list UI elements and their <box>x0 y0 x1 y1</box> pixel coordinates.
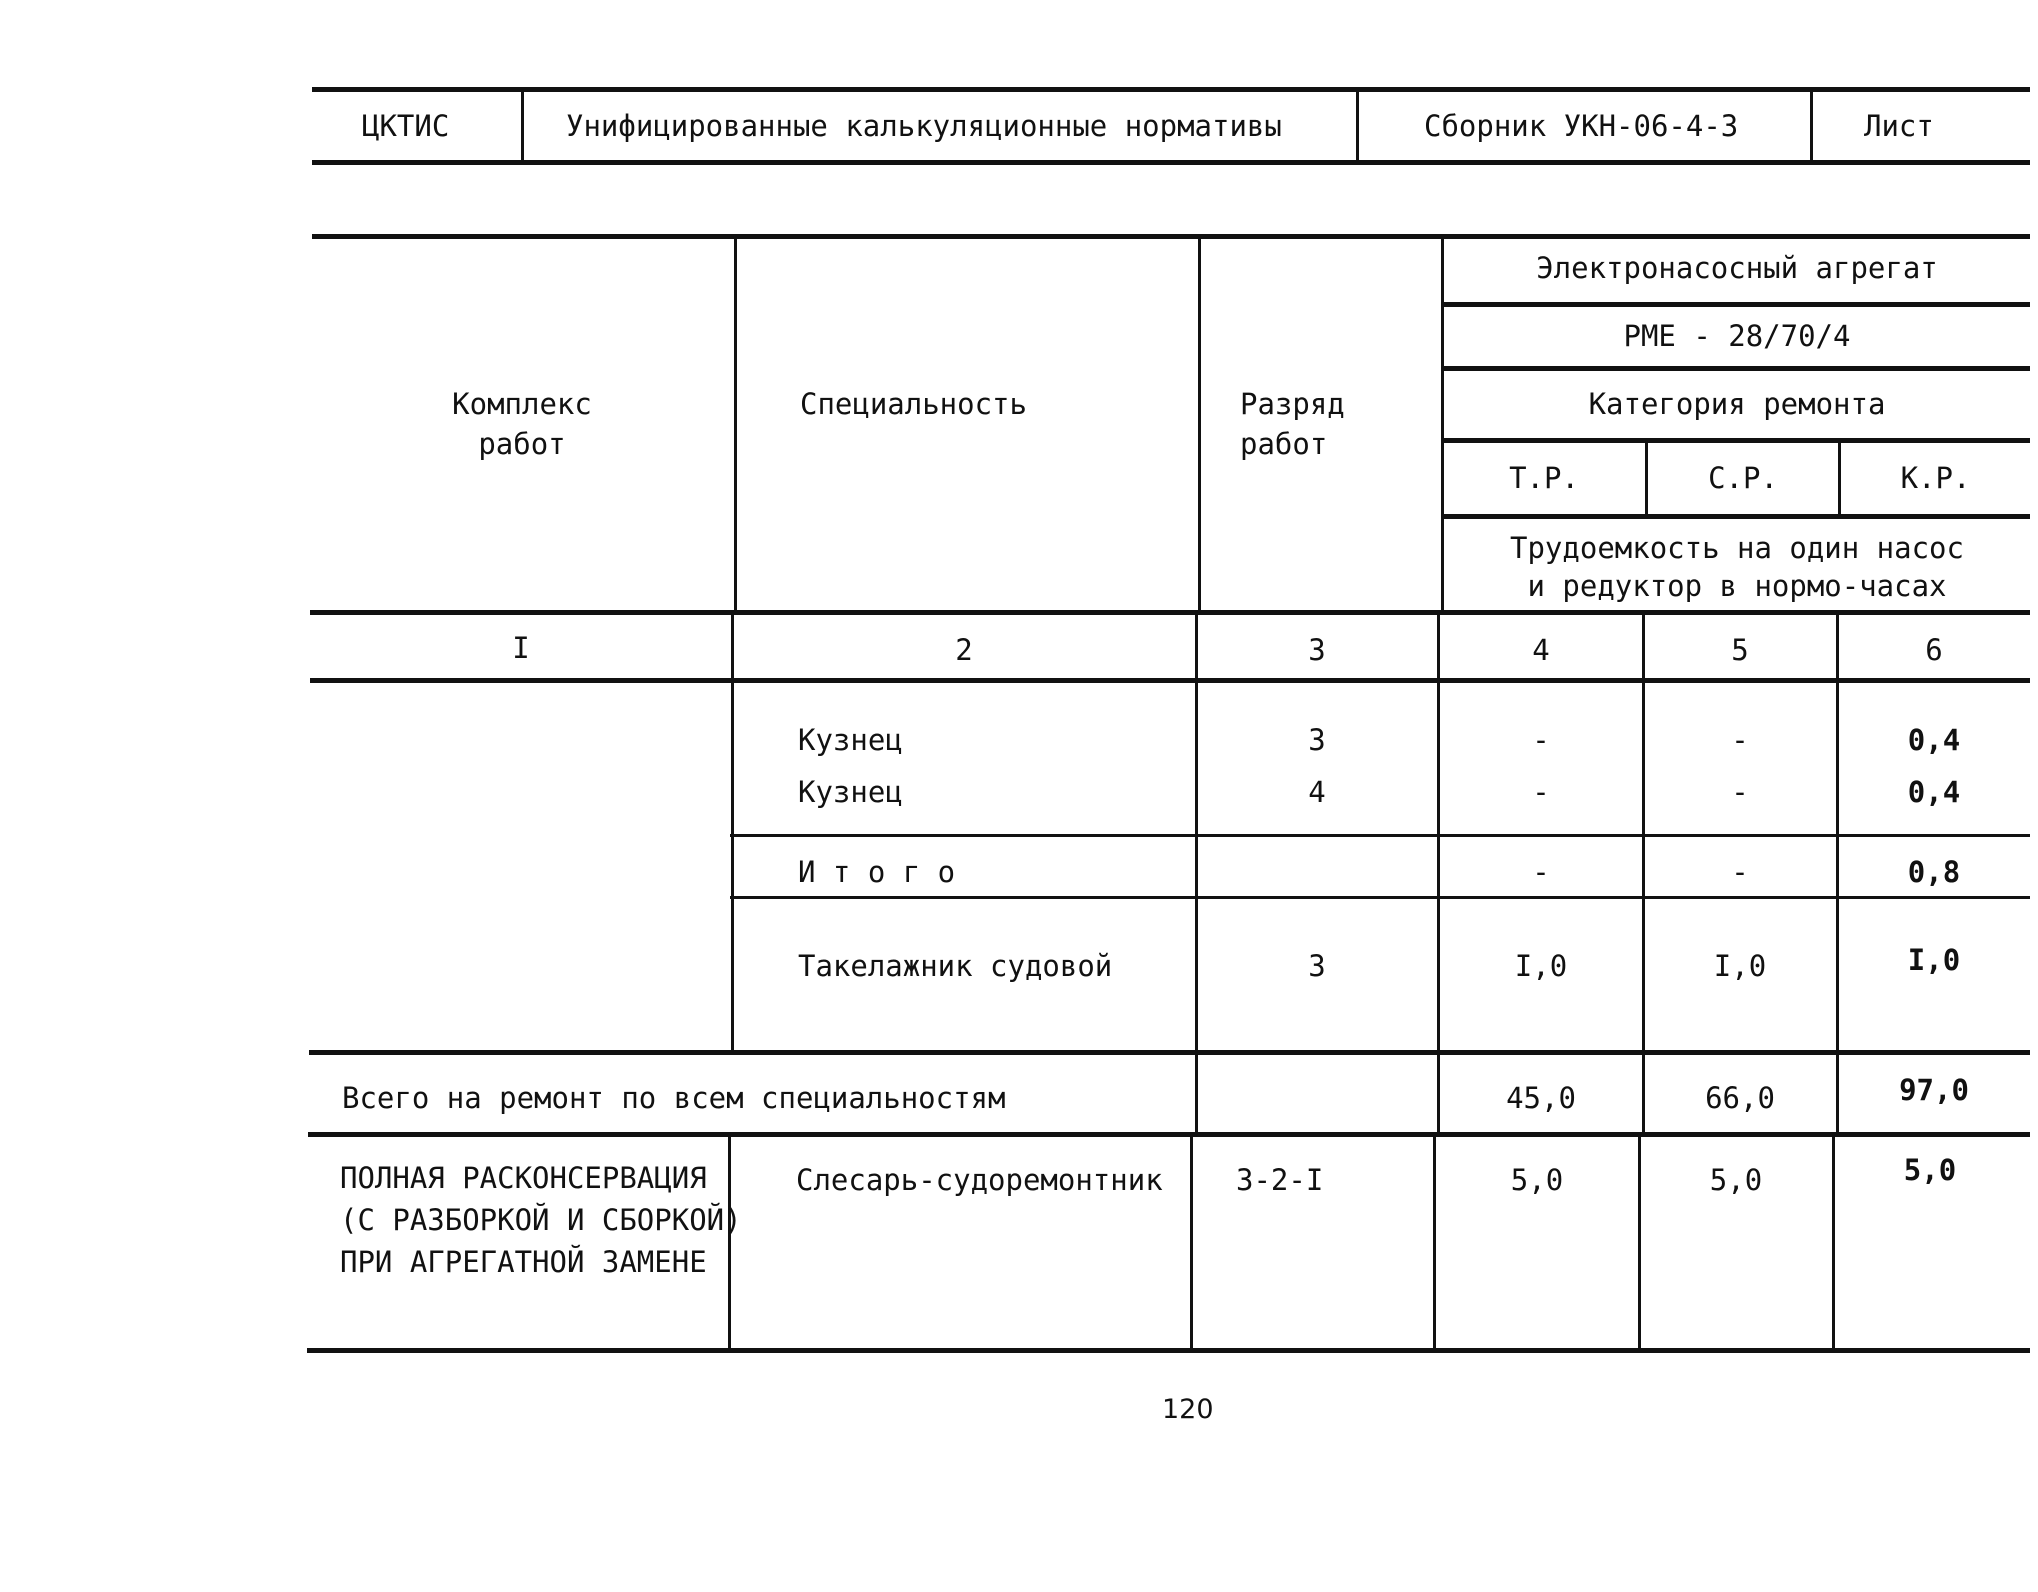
rule <box>1195 612 1198 1052</box>
cell-specialty: Такелажник судовой <box>798 949 1113 983</box>
total-sr: 66,0 <box>1705 1081 1775 1115</box>
col-number: I <box>512 631 530 665</box>
cell-tr: 5,0 <box>1510 1163 1564 1197</box>
repair-category-header: Категория ремонта <box>1588 387 1886 421</box>
page-number: 120 <box>1162 1394 1214 1425</box>
cell-kr: 0,4 <box>1907 723 1961 757</box>
col-header-specialty: Специальность <box>800 387 1027 421</box>
rule <box>308 1132 2030 1137</box>
col-header-grade-line2: работ <box>1240 427 1328 461</box>
col-number: 4 <box>1532 633 1550 667</box>
cell-kr: 5,0 <box>1903 1153 1957 1187</box>
col-number: 5 <box>1731 633 1749 667</box>
rule <box>734 236 737 612</box>
cell-grade: 4 <box>1308 775 1326 809</box>
rule <box>1441 302 2030 307</box>
cell-tr: - <box>1532 855 1550 889</box>
total-kr: 97,0 <box>1899 1073 1969 1107</box>
unit-model: РМЕ - 28/70/4 <box>1623 319 1851 353</box>
col-number: 3 <box>1308 633 1326 667</box>
cell-grade: 3-2-I <box>1236 1163 1324 1197</box>
cell-specialty: Кузнец <box>798 723 903 757</box>
cell-sr: 5,0 <box>1709 1163 1763 1197</box>
cell-kr: 0,8 <box>1907 855 1961 889</box>
labor-note-line1: Трудоемкость на один насос <box>1510 531 1964 565</box>
rule <box>731 612 734 1052</box>
collection-code: Сборник УКН-06-4-3 <box>1424 109 1739 143</box>
rule <box>310 610 2030 615</box>
rule <box>1441 438 2030 443</box>
rule <box>312 234 2030 239</box>
col-number: 6 <box>1925 633 1943 667</box>
col-header-grade-line1: Разряд <box>1240 387 1345 421</box>
cell-sr: - <box>1731 775 1749 809</box>
rule <box>312 87 2030 92</box>
cell-kr: I,0 <box>1907 943 1961 977</box>
document-title: Унифицированные калькуляционные нормативы <box>566 109 1282 143</box>
col-header-complex-line2: работ <box>478 427 566 461</box>
sheet-label: Лист <box>1864 109 1934 143</box>
cell-tr: - <box>1532 775 1550 809</box>
rule <box>1441 514 2030 519</box>
rule <box>1198 236 1201 612</box>
cell-specialty: Слесарь-судоремонтник <box>796 1163 1163 1197</box>
rule <box>1356 89 1359 161</box>
col-number: 2 <box>955 633 973 667</box>
rule <box>1810 89 1813 161</box>
cell-tr: I,0 <box>1514 949 1568 983</box>
unit-name: Электронасосный агрегат <box>1536 251 1938 285</box>
rule <box>1441 366 2030 371</box>
category-sr: С.Р. <box>1708 461 1778 495</box>
rule <box>1190 1134 1193 1350</box>
rule <box>730 834 2030 837</box>
total-tr: 45,0 <box>1506 1081 1576 1115</box>
rule <box>1195 1052 1198 1134</box>
category-tr: Т.Р. <box>1509 461 1579 495</box>
rule <box>310 678 2030 683</box>
rule <box>728 1134 731 1350</box>
cell-grade: 3 <box>1308 949 1326 983</box>
cell-tr: - <box>1532 723 1550 757</box>
col-header-complex-line1: Комплекс <box>452 387 592 421</box>
cell-sr: I,0 <box>1713 949 1767 983</box>
cell-sr: - <box>1731 723 1749 757</box>
rule <box>307 1348 2030 1353</box>
rule <box>1437 612 1440 1052</box>
cell-sr: - <box>1731 855 1749 889</box>
cell-kr: 0,4 <box>1907 775 1961 809</box>
labor-note-line2: и редуктор в нормо-часах <box>1527 569 1947 603</box>
rule <box>730 896 2030 899</box>
rule <box>1642 612 1645 1052</box>
cell-complex-line2: (С РАЗБОРКОЙ И СБОРКОЙ) <box>340 1203 742 1237</box>
org-name: ЦКТИС <box>362 109 450 143</box>
rule <box>312 160 2030 165</box>
total-label: Всего на ремонт по всем специальностям <box>342 1081 1006 1115</box>
cell-complex-line3: ПРИ АГРЕГАТНОЙ ЗАМЕНЕ <box>340 1245 707 1279</box>
cell-complex-line1: ПОЛНАЯ РАСКОНСЕРВАЦИЯ <box>340 1161 707 1195</box>
cell-grade: 3 <box>1308 723 1326 757</box>
cell-specialty: И т о г о <box>798 855 956 889</box>
rule <box>1836 612 1839 1052</box>
cell-specialty: Кузнец <box>798 775 903 809</box>
rule <box>309 1050 2030 1055</box>
category-kr: К.Р. <box>1900 461 1971 495</box>
rule <box>521 89 524 161</box>
